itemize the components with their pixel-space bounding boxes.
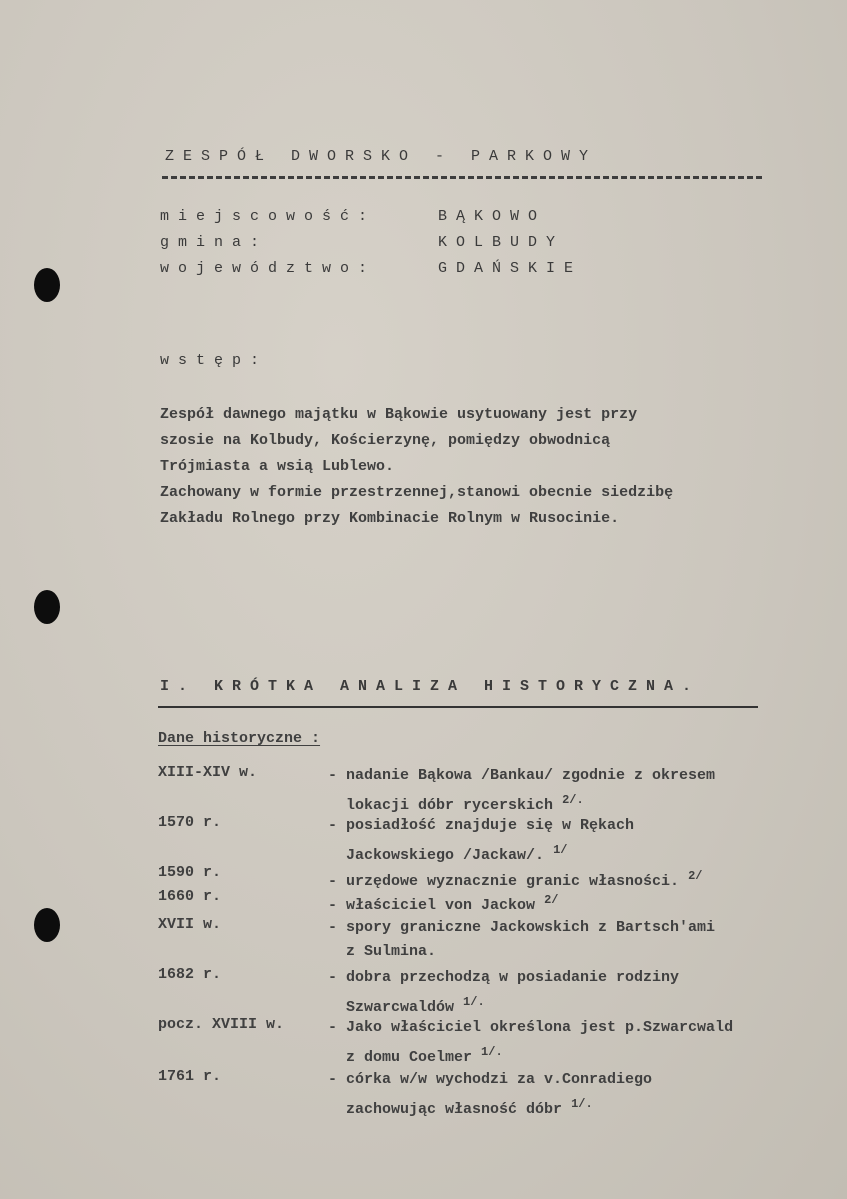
- entry-date: 1682 r.: [158, 966, 222, 983]
- entry-description: - urzędowe wyznacznie granic własności. $^{2/}$: [328, 869, 703, 890]
- entry-description: - Jako właściciel określona jest p.Szwarcwald z domu Coelmer $^{1/.}$: [328, 1019, 734, 1066]
- punch-hole: [34, 590, 60, 624]
- miejscowosc-label: miejscowość:: [160, 208, 377, 225]
- entry-description: - dobra przechodzą w posiadanie rodziny Szwarcwaldów $^{1/.}$: [328, 969, 680, 1016]
- intro-line: Zachowany w formie przestrzennej,stanowi obecnie siedzibę: [160, 484, 674, 501]
- punch-hole: [34, 908, 60, 942]
- entry-description: - córka w/w wychodzi za v.Conradiego zachowując własność dóbr $^{1/.}$: [328, 1071, 653, 1118]
- intro-line: szosie na Kolbudy, Kościerzynę, pomiędzy obwodnicą: [160, 432, 611, 449]
- entry-description: - spory graniczne Jackowskich z Bartsch'ami z Sulmina.: [328, 919, 716, 960]
- entry-description: - właściciel von Jackow $^{2/}$: [328, 893, 559, 914]
- section-heading: I. KRÓTKA ANALIZA HISTORYCZNA.: [160, 678, 701, 695]
- entry-description: - nadanie Bąkowa /Bankau/ zgodnie z okresem lokacji dóbr rycerskich $^{2/.}$: [328, 767, 716, 814]
- entry-date: XVII w.: [158, 916, 222, 933]
- gmina-label: gmina:: [160, 234, 269, 251]
- section-subheading: Dane historyczne :: [158, 730, 321, 747]
- entry-date: 1660 r.: [158, 888, 222, 905]
- intro-line: Zakładu Rolnego przy Kombinacie Rolnym w Rusocinie.: [160, 510, 620, 527]
- entry-description: - posiadłość znajduje się w Rękach Jackowskiego /Jackaw/. $^{1/}$: [328, 817, 635, 864]
- miejscowosc-value: BĄKOWO: [438, 208, 547, 225]
- entry-date: 1590 r.: [158, 864, 222, 881]
- wojewodztwo-label: województwo:: [160, 260, 377, 277]
- gmina-value: KOLBUDY: [438, 234, 565, 251]
- title-dashed-rule: [162, 176, 762, 179]
- entry-date: 1570 r.: [158, 814, 222, 831]
- entry-date: pocz. XVIII w.: [158, 1016, 285, 1033]
- intro-line: Zespół dawnego majątku w Bąkowie usytuowany jest przy: [160, 406, 638, 423]
- intro-heading: wstęp:: [160, 352, 269, 369]
- intro-line: Trójmiasta a wsią Lublewo.: [160, 458, 395, 475]
- document-title: ZESPÓŁ DWORSKO - PARKOWY: [165, 148, 598, 165]
- section-rule: [158, 706, 758, 708]
- entry-date: 1761 r.: [158, 1068, 222, 1085]
- wojewodztwo-value: GDAŃSKIE: [438, 260, 583, 277]
- punch-hole: [34, 268, 60, 302]
- entry-date: XIII-XIV w.: [158, 764, 258, 781]
